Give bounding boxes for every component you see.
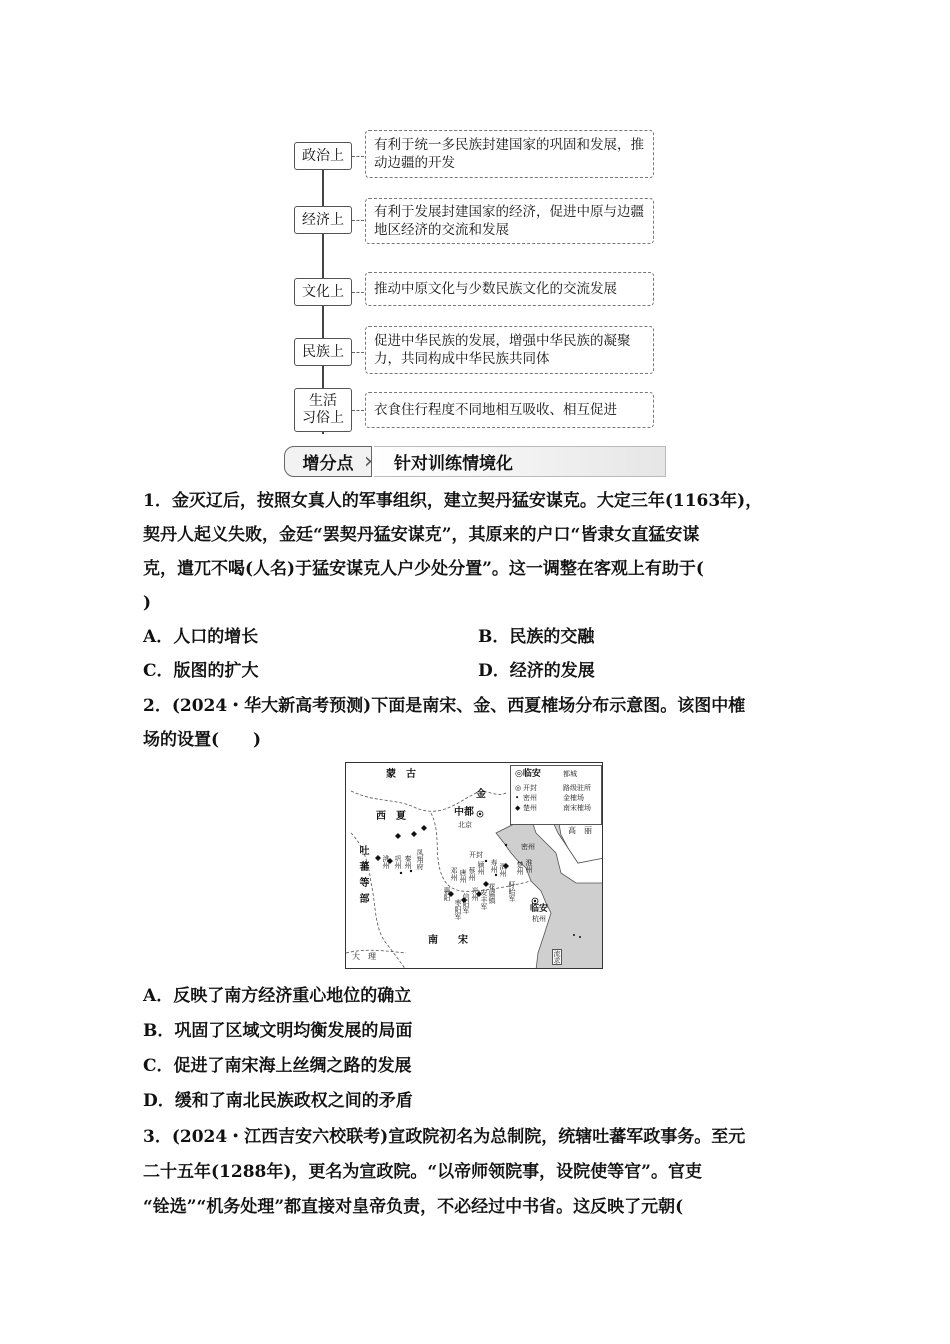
legend-seat-label: 路级驻所 (563, 784, 591, 792)
legend-seat-icon: ◎ (515, 784, 522, 792)
q2-option-b: B．巩固了区域文明均衡发展的局面 (143, 1021, 413, 1041)
island-dot (579, 936, 581, 938)
diagram-connector (352, 292, 364, 293)
map-label-mongol: 蒙 古 (386, 769, 416, 780)
legend-song-icon: ◆ (515, 804, 521, 812)
map-label-nansong: 南 宋 (428, 935, 468, 946)
map-place-gongzhou: 巩州 (394, 855, 402, 869)
q2-line1: 2．(2024・华大新高考预测)下面是南宋、金、西夏榷场分布示意图。该图中榷 (143, 696, 746, 716)
legend-jin-icon: • (515, 794, 520, 802)
map-place-zaoyang: 枣阳军 (454, 899, 462, 920)
diagram-text-economy: 有利于发展封建国家的经济，促进中原与边疆地区经济的交流和发展 (365, 198, 654, 244)
q1-option-d: D．经济的发展 (478, 661, 595, 681)
map-place-sizhou: 泗州 (499, 863, 507, 877)
legend-jin-name: 密州 (523, 794, 537, 802)
diagram-label-customs-line1: 生活 (309, 393, 337, 409)
map-place-chuzhou: 楚州 (516, 861, 524, 875)
diagram-label-culture: 文化上 (294, 278, 352, 306)
q2-line2: 场的设置( ) (143, 730, 262, 750)
map-label-beijing: 北京 (458, 821, 472, 829)
linan-capital-dot (534, 900, 536, 902)
legend-capital-label: 都城 (563, 770, 577, 778)
map-place-xinyang: 信阳军 (462, 893, 470, 914)
map-place-xuyi: 盱眙军 (508, 881, 516, 902)
diagram-connector (352, 220, 364, 221)
map-label-zhongdu: 中都 (454, 807, 474, 818)
island-dot (573, 934, 575, 936)
map-label-gaoli: 高 丽 (568, 826, 592, 835)
market-dot-icon (400, 872, 402, 874)
section-banner (284, 446, 666, 477)
diagram-text-ethnic: 促进中华民族的发展，增强中华民族的凝聚力，共同构成中华民族共同体 (365, 326, 654, 374)
map-label-hangzhou: 杭州 (532, 915, 546, 923)
diagram-text-customs: 衣食住行程度不同地相互吸收、相互促进 (365, 392, 654, 428)
q2-option-d: D．缓和了南北民族政权之间的矛盾 (143, 1091, 413, 1111)
market-dot-icon (495, 874, 497, 876)
q1-option-a: A．人口的增长 (143, 627, 259, 647)
map-label-linan: 临安 (530, 904, 549, 914)
map-place-tangzhou: 唐州 (459, 869, 467, 883)
q1-line3: 克，遣兀不喝(人名)于猛安谋克人户少处分置”。这一调整在客观上有助于( (143, 559, 704, 579)
diagram-connector (352, 156, 364, 157)
chevron-right-icon: › (364, 449, 373, 474)
map-place-guangzhou: 光州 (471, 887, 479, 901)
map-label-xixia: 西 夏 (376, 811, 406, 822)
map-place-huaizhou: 淮州 (525, 859, 533, 873)
map-place-shouzhou: 寿州 (490, 859, 498, 873)
market-diamond-icon (411, 831, 417, 837)
map-place-dengzhou: 邓州 (450, 867, 458, 881)
market-diamond-icon (421, 825, 427, 831)
market-dot-icon (485, 860, 487, 862)
map-label-tubo: 吐蕃等部 (357, 845, 368, 909)
market-diamond-icon (395, 833, 401, 839)
legend-seat-name: 开封 (523, 784, 537, 792)
map-place-anfeng: 安丰军 (480, 889, 488, 910)
q3-line2: 二十五年(1288年)，更名为宣政院。“以帝师领院事，设院使等官”。官吏 (143, 1162, 702, 1182)
banner-title (374, 446, 666, 477)
legend-song-label: 南宋榷场 (563, 804, 591, 812)
diagram-label-politics: 政治上 (294, 142, 352, 170)
legend-capital-symbol: ◎临安 (515, 769, 541, 779)
diagram-text-culture: 推动中原文化与少数民族文化的交流发展 (365, 272, 654, 306)
diagram-connector (352, 410, 364, 411)
map-label-mizhou: 密州 (521, 843, 535, 851)
diagram-label-customs (294, 388, 352, 432)
q2-option-a: A．反映了南方经济重心地位的确立 (143, 986, 412, 1006)
q1-line4: ) (143, 593, 152, 613)
market-dot-icon (505, 844, 507, 846)
map-legend (510, 765, 602, 825)
map-place-xiangyang: 襄阳 (443, 887, 451, 901)
diagram-label-economy: 经济上 (294, 206, 352, 234)
legend-jin-label: 金榷场 (563, 794, 584, 802)
q1-option-b: B．民族的交融 (478, 627, 595, 647)
q2-option-c: C．促进了南宋海上丝绸之路的发展 (143, 1056, 412, 1076)
q1-line1: 1．金灭辽后，按照女真人的军事组织，建立契丹猛安谋克。大定三年(1163年)， (143, 491, 763, 511)
banner-title-text: 针对训练情境化 (394, 454, 513, 474)
map-place-yingzhou: 颍州 (477, 861, 485, 875)
summary-diagram (292, 128, 657, 434)
map-place-taozhou: 洮州 (382, 855, 390, 869)
banner-tag: 增分点 (284, 446, 372, 477)
diagram-label-customs-line2: 习俗上 (302, 410, 344, 426)
map-place-qinzhou: 秦州 (404, 855, 412, 869)
market-diamond-icon (375, 855, 381, 861)
map-place-caizhou: 蔡州 (468, 867, 476, 881)
map-label-jin: 金 (476, 789, 486, 800)
q3-line3: “铨选”“机务处理”都直接对皇帝负责，不必经过中书省。这反映了元朝( (143, 1197, 684, 1217)
map-label-liuqiu: 流求 (553, 950, 561, 964)
diagram-connector (352, 352, 364, 353)
diagram-text-politics: 有利于统一多民族封建国家的巩固和发展，推动边疆的开发 (365, 130, 654, 178)
map-place-fengxiang: 凤翔府 (416, 849, 424, 870)
map-label-dali: 大 理 (352, 952, 376, 961)
q1-option-c: C．版图的扩大 (143, 661, 259, 681)
q3-line1: 3．(2024・江西吉安六校联考)宣政院初名为总制院，统辖吐蕃军政事务。至元 (143, 1127, 746, 1147)
legend-song-name: 楚州 (523, 804, 537, 812)
market-dot-icon (410, 870, 412, 872)
q1-line2: 契丹人起义失败，金廷“罢契丹猛安谋克”，其原来的户口“皆隶女直猛安谋 (143, 525, 700, 545)
trade-market-map (345, 762, 603, 969)
map-label-kaifeng: 开封 (469, 851, 483, 859)
diagram-label-ethnic: 民族上 (294, 338, 352, 366)
map-place-huaye: 花靥镇 (488, 883, 496, 904)
zhongdu-capital-dot (479, 813, 481, 815)
